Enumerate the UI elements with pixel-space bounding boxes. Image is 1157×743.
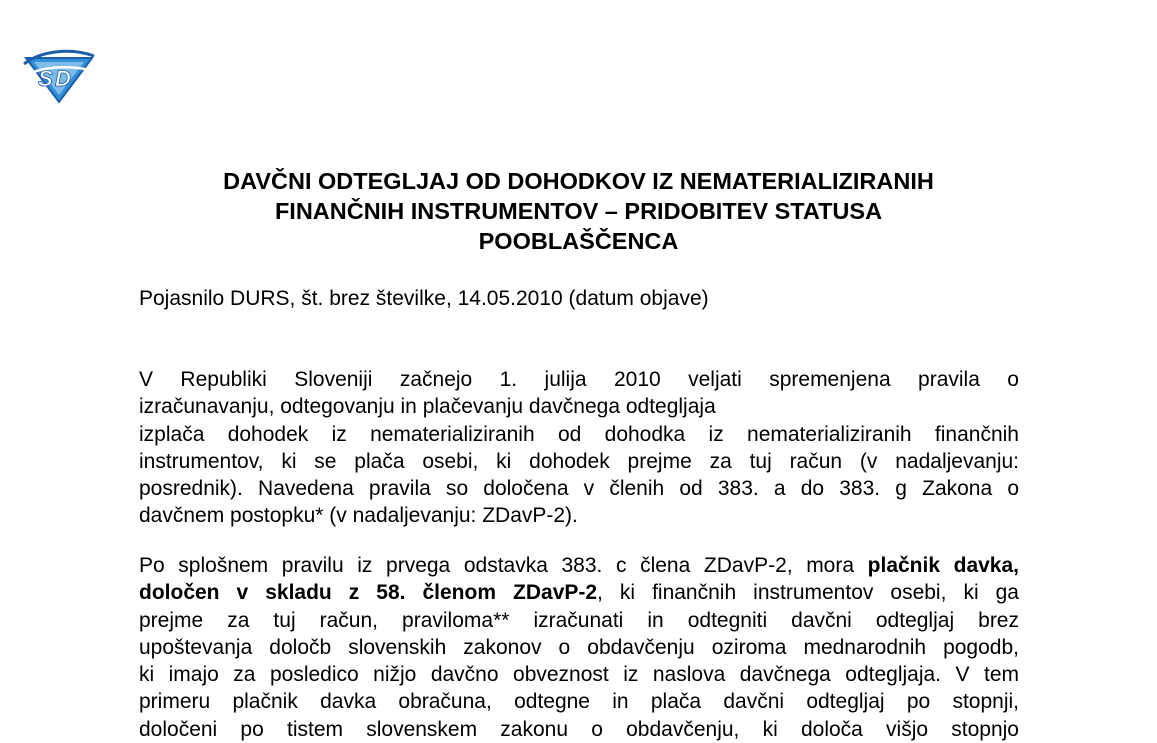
text-line (139, 579, 1019, 606)
text-line: prejme za tuj račun, praviloma** izračunati in odtegniti davčni odtegljaj brez (139, 608, 1019, 632)
text-line: izračunavanju, odtegovanju in plačevanju davčnega odtegljaja (139, 395, 716, 419)
title-line: POOBLAŠČENCA (478, 228, 679, 254)
bold-segment: plačnik davka, (867, 554, 1019, 577)
text-line (139, 552, 1019, 579)
svg-text:D: D (55, 66, 71, 91)
paragraph-rule (139, 552, 1019, 743)
text-segment: Po splošnem pravilu iz prvega odstavka 383. c člena ZDavP-2, mora (139, 554, 868, 577)
text-segment: , ki finančnih instrumentov osebi, ki ga (597, 581, 1019, 605)
text-line: posrednik). Navedena pravila so določena v členih od 383. a do 383. g Zakona o (139, 477, 1019, 501)
text-line: ki imajo za posledico nižjo davčno obveznost iz naslova davčnega odtegljaja. V tem (139, 663, 1019, 687)
paragraph-intro (139, 366, 1019, 530)
text-line: davčnem postopku* (v nadaljevanju: ZDavP-2). (139, 504, 578, 528)
text-line: izplača dohodek iz nematerializiranih od dohodka iz nematerializiranih finančnih (139, 422, 1019, 446)
text-line: upoštevanja določb slovenskih zakonov o obdavčenju oziroma mednarodnih pogodb, (139, 635, 1019, 659)
bold-segment: določen v skladu z 58. členom ZDavP-2 (139, 581, 598, 605)
title-line: DAVČNI ODTEGLJAJ OD DOHODKOV IZ NEMATERIALIZIRANIH (223, 168, 934, 194)
text-line: določeni po tistem slovenskem zakonu o obdavčenju, ki določa višjo stopnjo (139, 717, 1019, 741)
title-line: FINANČNIH INSTRUMENTOV – PRIDOBITEV STATUSA (274, 198, 883, 224)
text-line: instrumentov, ki se plača osebi, ki dohodek prejme za tuj račun (v nadaljevanju: (139, 449, 1019, 473)
document-subtitle: Pojasnilo DURS, št. brez številke, 14.05.2010 (datum objave) (139, 287, 709, 310)
text-line: primeru plačnik davka obračuna, odtegne in plača davčni odtegljaj po stopnji, (139, 690, 1019, 714)
document-title (130, 166, 1027, 256)
text-line: V Republiki Sloveniji začnejo 1. julija 2010 veljati spremenjena pravila o (139, 368, 1019, 391)
svg-text:S: S (38, 66, 53, 91)
sd-shield-logo-icon (22, 48, 96, 104)
